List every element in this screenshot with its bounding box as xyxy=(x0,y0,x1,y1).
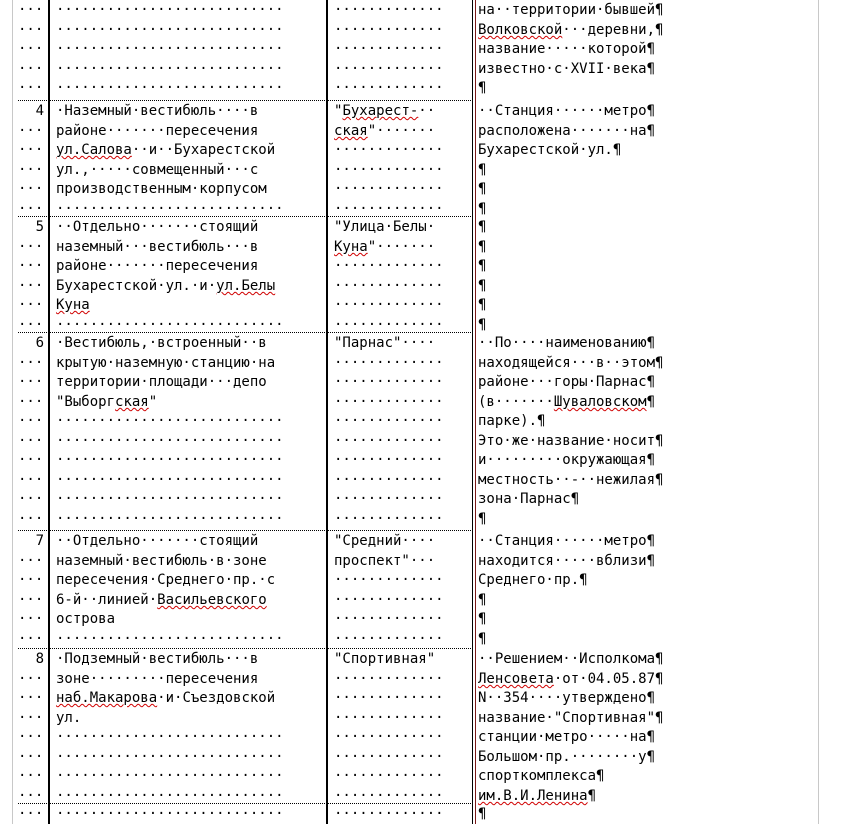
leader-dots: ············· xyxy=(334,258,444,274)
leader-dots: ············· xyxy=(334,671,444,687)
leader-dots: ··· xyxy=(18,572,44,588)
leader-dots: ··· xyxy=(18,355,44,371)
leader-dots: ··························· xyxy=(56,631,284,647)
note-line: находящейся···в··этом¶ xyxy=(478,355,664,371)
description-line: крытую·наземную·станцию·на xyxy=(56,355,276,371)
leader-dots: ············· xyxy=(334,511,444,527)
leader-dots: ············· xyxy=(334,729,444,745)
leader-dots: ··· xyxy=(18,297,44,313)
leader-dots: ··· xyxy=(18,788,44,804)
station-name-line: "Бухарест-·· xyxy=(334,103,436,119)
leader-dots: ··· xyxy=(18,278,44,294)
description-line: ··Отдельно·······стоящий xyxy=(56,533,259,549)
leader-dots: ··· xyxy=(18,768,44,784)
leader-dots: ··························· xyxy=(56,491,284,507)
description-line: пересечения·Среднего·пр.·с xyxy=(56,572,276,588)
table-border-3 xyxy=(472,0,473,824)
station-name-line: ская"······· xyxy=(334,123,436,139)
station-name-line: "Улица·Белы· xyxy=(334,219,436,235)
station-name-line: "Средний···· xyxy=(334,533,436,549)
leader-dots: ··························· xyxy=(56,317,284,333)
note-line: и·········окружающая¶ xyxy=(478,452,656,468)
description-line: ·Подземный·вестибюль···в xyxy=(56,651,259,667)
note-line: название·"Спортивная"¶ xyxy=(478,710,664,726)
leader-dots: ············· xyxy=(334,162,444,178)
note-line: станции·метро·····на¶ xyxy=(478,729,656,745)
station-name-line: "Парнас"···· xyxy=(334,335,436,351)
description-line: наземный·вестибюль·в·зоне xyxy=(56,553,267,569)
note-line: парке).¶ xyxy=(478,413,546,429)
description-line: ул. xyxy=(56,710,82,726)
leader-dots: ············· xyxy=(334,768,444,784)
leader-dots: ··························· xyxy=(56,433,284,449)
note-line: ¶ xyxy=(478,258,487,274)
leader-dots: ··························· xyxy=(56,413,284,429)
row-number: 4 xyxy=(35,103,44,119)
row-number: 8 xyxy=(35,651,44,667)
spellcheck-underline: им.В.И.Ленина xyxy=(478,788,588,804)
leader-dots: ··· xyxy=(18,142,44,158)
leader-dots: ············· xyxy=(334,297,444,313)
note-line: ¶ xyxy=(478,278,487,294)
note-line: местность··-··нежилая¶ xyxy=(478,472,664,488)
leader-dots: ············· xyxy=(334,41,444,57)
leader-dots: ············· xyxy=(334,631,444,647)
leader-dots: ··· xyxy=(18,181,44,197)
note-line: им.В.И.Ленина¶ xyxy=(478,788,597,804)
note-line: ··Станция······метро¶ xyxy=(478,103,656,119)
leader-dots: ··· xyxy=(18,671,44,687)
leader-dots: ··· xyxy=(18,374,44,390)
note-line: название·····которой¶ xyxy=(478,41,656,57)
note-line: ¶ xyxy=(478,201,487,217)
leader-dots: ··· xyxy=(18,553,44,569)
leader-dots: ··························· xyxy=(56,511,284,527)
leader-dots: ··························· xyxy=(56,201,284,217)
leader-dots: ············· xyxy=(334,749,444,765)
leader-dots: ··· xyxy=(18,413,44,429)
page-left-margin xyxy=(12,0,13,824)
spellcheck-underline: Куна xyxy=(334,239,368,255)
leader-dots: ············· xyxy=(334,394,444,410)
spellcheck-underline: Шуваловском xyxy=(553,394,647,410)
leader-dots: ··························· xyxy=(56,768,284,784)
note-line: на··территории·бывшей¶ xyxy=(478,2,664,18)
note-line: ¶ xyxy=(478,162,487,178)
note-line: расположена·······на¶ xyxy=(478,123,656,139)
description-line: ·Наземный·вестибюль····в xyxy=(56,103,259,119)
leader-dots: ··· xyxy=(18,41,44,57)
leader-dots: ············· xyxy=(334,2,444,18)
description-line: острова xyxy=(56,611,116,627)
leader-dots: ··· xyxy=(18,592,44,608)
note-line: ¶ xyxy=(478,239,487,255)
leader-dots: ··························· xyxy=(56,61,284,77)
note-line: находится·····вблизи¶ xyxy=(478,553,656,569)
leader-dots: ············· xyxy=(334,413,444,429)
note-line: ¶ xyxy=(478,219,487,235)
note-line: Ленсовета·от·04.05.87¶ xyxy=(478,671,664,687)
note-line: Это·же·название·носит¶ xyxy=(478,433,664,449)
leader-dots: ··························· xyxy=(56,2,284,18)
leader-dots: ············· xyxy=(334,806,444,822)
leader-dots: ············· xyxy=(334,592,444,608)
leader-dots: ··························· xyxy=(56,80,284,96)
note-line: ¶ xyxy=(478,317,487,333)
table-border-2 xyxy=(326,0,328,824)
leader-dots: ··························· xyxy=(56,22,284,38)
spellcheck-underline: Васильевского xyxy=(157,592,267,608)
description-line: Бухарестской·ул.·и·ул.Белы xyxy=(56,278,276,294)
description-line: 6-й··линией·Васильевского xyxy=(56,592,267,608)
leader-dots: ··· xyxy=(18,258,44,274)
note-line: зона·Парнас¶ xyxy=(478,491,580,507)
spellcheck-underline: Волковской xyxy=(478,22,563,38)
leader-dots: ··· xyxy=(18,433,44,449)
leader-dots: ··························· xyxy=(56,452,284,468)
note-line: ··Решением··Исполкома¶ xyxy=(478,651,664,667)
leader-dots: ··························· xyxy=(56,788,284,804)
leader-dots: ············· xyxy=(334,80,444,96)
leader-dots: ············· xyxy=(334,61,444,77)
description-line: ул.,·····совмещенный···с xyxy=(56,162,259,178)
leader-dots: ··· xyxy=(18,2,44,18)
leader-dots: ··· xyxy=(18,631,44,647)
note-line: ¶ xyxy=(478,611,487,627)
row-number: 7 xyxy=(35,533,44,549)
text-boundary-line xyxy=(475,0,476,824)
spellcheck-underline: Ленсовета xyxy=(478,671,554,687)
leader-dots: ··· xyxy=(18,162,44,178)
note-line: ¶ xyxy=(478,806,487,822)
leader-dots: ··· xyxy=(18,22,44,38)
description-line: наб.Макарова·и·Съездовской xyxy=(56,690,276,706)
description-line: районе·······пересечения xyxy=(56,123,259,139)
leader-dots: ············· xyxy=(334,611,444,627)
note-line: (в·······Шуваловском¶ xyxy=(478,394,656,410)
leader-dots: ············· xyxy=(334,317,444,333)
description-line xyxy=(56,295,324,315)
note-line: районе···горы·Парнас¶ xyxy=(478,374,656,390)
row-number: 6 xyxy=(35,335,44,351)
note-line: N··354····утверждено¶ xyxy=(478,690,656,706)
leader-dots: ············· xyxy=(334,374,444,390)
leader-dots: ············· xyxy=(334,201,444,217)
leader-dots: ··· xyxy=(18,61,44,77)
leader-dots: ··· xyxy=(18,491,44,507)
leader-dots: ············· xyxy=(334,433,444,449)
leader-dots: ··· xyxy=(18,123,44,139)
spellcheck-underline: ул.Белы xyxy=(216,278,276,294)
leader-dots: ············· xyxy=(334,22,444,38)
note-line: ··Станция······метро¶ xyxy=(478,533,656,549)
spellcheck-underline: наб.Макарова xyxy=(56,690,158,706)
leader-dots: ··· xyxy=(18,690,44,706)
description-line: территории·площади···депо xyxy=(56,374,267,390)
leader-dots: ··························· xyxy=(56,41,284,57)
station-name-line: "Спортивная" xyxy=(334,651,436,667)
leader-dots: ··························· xyxy=(56,806,284,822)
description-line: ·Вестибюль,·встроенный··в xyxy=(56,335,267,351)
leader-dots: ············· xyxy=(334,355,444,371)
leader-dots: ············· xyxy=(334,710,444,726)
leader-dots: ··· xyxy=(18,806,44,822)
table-border-1 xyxy=(48,0,50,824)
leader-dots: ··· xyxy=(18,472,44,488)
leader-dots: ··· xyxy=(18,80,44,96)
spellcheck-underline: ская xyxy=(334,123,368,139)
leader-dots: ············· xyxy=(334,788,444,804)
note-line: Волковской···деревни,¶ xyxy=(478,22,664,38)
leader-dots: ··· xyxy=(18,749,44,765)
leader-dots: ············· xyxy=(334,690,444,706)
station-name-line: Куна"······· xyxy=(334,239,436,255)
note-line: спорткомплекса¶ xyxy=(478,768,605,784)
leader-dots: ··· xyxy=(18,611,44,627)
leader-dots: ··· xyxy=(18,710,44,726)
leader-dots: ············· xyxy=(334,278,444,294)
leader-dots: ············· xyxy=(334,572,444,588)
leader-dots: ··························· xyxy=(56,749,284,765)
leader-dots: ··· xyxy=(18,394,44,410)
spellcheck-underline: ская xyxy=(115,394,149,410)
leader-dots: ··· xyxy=(18,452,44,468)
description-line: ··Отдельно·······стоящий xyxy=(56,219,259,235)
description-line: производственным·корпусом xyxy=(56,181,267,197)
page-right-margin xyxy=(818,0,819,824)
leader-dots: ··· xyxy=(18,729,44,745)
note-line: ¶ xyxy=(478,181,487,197)
note-line: ¶ xyxy=(478,297,487,313)
note-line: Среднего·пр.¶ xyxy=(478,572,588,588)
station-name-line: проспект"··· xyxy=(334,553,436,569)
leader-dots: ··························· xyxy=(56,729,284,745)
description-line: районе·······пересечения xyxy=(56,258,259,274)
spellcheck-underline: Куна xyxy=(56,297,90,313)
description-line: зоне·········пересечения xyxy=(56,671,259,687)
spellcheck-underline: Бухарест- xyxy=(342,103,419,119)
row-number: 5 xyxy=(35,219,44,235)
note-line: ¶ xyxy=(478,511,487,527)
note-line: ¶ xyxy=(478,631,487,647)
note-line: Бухарестской·ул.¶ xyxy=(478,142,622,158)
leader-dots: ··· xyxy=(18,201,44,217)
spellcheck-underline: ул.Салова xyxy=(56,142,132,158)
note-line: ¶ xyxy=(478,592,487,608)
note-line: ¶ xyxy=(478,80,487,96)
note-line: известно·с·XVII·века¶ xyxy=(478,61,656,77)
leader-dots: ············· xyxy=(334,452,444,468)
leader-dots: ············· xyxy=(334,472,444,488)
leader-dots: ··· xyxy=(18,511,44,527)
note-line: ··По····наименованию¶ xyxy=(478,335,656,351)
leader-dots: ············· xyxy=(334,181,444,197)
leader-dots: ··· xyxy=(18,239,44,255)
description-line: "Выборгская" xyxy=(56,394,158,410)
leader-dots: ············· xyxy=(334,142,444,158)
leader-dots: ············· xyxy=(334,491,444,507)
description-line: наземный···вестибюль···в xyxy=(56,239,259,255)
leader-dots: ··························· xyxy=(56,472,284,488)
leader-dots: ··· xyxy=(18,317,44,333)
note-line: Большом·пр.········у¶ xyxy=(478,749,656,765)
description-line: ул.Салова··и··Бухарестской xyxy=(56,142,276,158)
